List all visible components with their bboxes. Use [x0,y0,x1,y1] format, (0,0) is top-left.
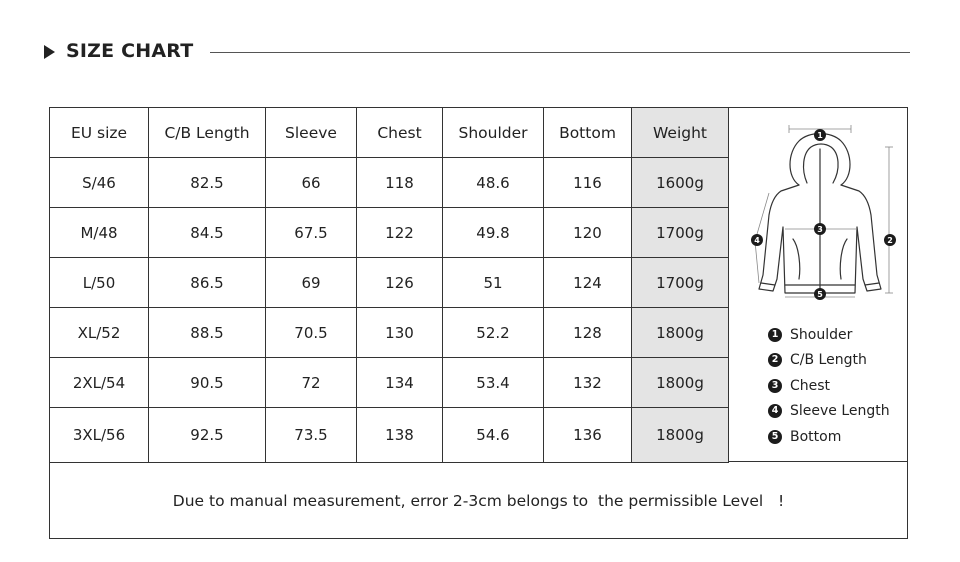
column-header: Chest [357,108,443,158]
triangle-bullet-icon [44,45,55,59]
section-header [44,38,910,66]
marker-label: 4 [754,236,760,245]
table-cell: 136 [544,408,632,463]
legend-item [768,322,890,348]
number-badge-icon: 4 [768,404,782,418]
table-row [50,308,729,358]
table-cell: 52.2 [443,308,544,358]
table-cell: 54.6 [443,408,544,463]
hoodie-sketch-icon [729,107,908,307]
table-cell-weight: 1700g [632,208,729,258]
marker-label: 5 [817,290,823,299]
table-cell: 134 [357,358,443,408]
number-badge-icon: 5 [768,430,782,444]
table-cell: 73.5 [266,408,357,463]
number-badge-icon: 1 [768,328,782,342]
legend-item [768,373,890,399]
column-header: Bottom [544,108,632,158]
page-title: SIZE CHART [66,40,194,62]
table-row [50,158,729,208]
legend-label: C/B Length [790,352,867,369]
legend-label: Sleeve Length [790,403,890,420]
measurement-legend [768,322,890,450]
table-cell-weight: 1700g [632,258,729,308]
table-cell-weight: 1800g [632,308,729,358]
table-header-row [50,108,729,158]
table-cell-weight: 1600g [632,158,729,208]
table-cell: L/50 [50,258,149,308]
legend-item [768,399,890,425]
table-cell: 128 [544,308,632,358]
table-cell: 92.5 [149,408,266,463]
table-cell-weight: 1800g [632,358,729,408]
column-header-weight: Weight [632,108,729,158]
table-cell: 86.5 [149,258,266,308]
table-cell: 51 [443,258,544,308]
table-cell: M/48 [50,208,149,258]
table-cell-weight: 1800g [632,408,729,463]
table-cell: 138 [357,408,443,463]
table-cell: 130 [357,308,443,358]
table-cell: 124 [544,258,632,308]
table-cell: 118 [357,158,443,208]
table-cell: 132 [544,358,632,408]
column-header: Sleeve [266,108,357,158]
table-row [50,208,729,258]
table-cell: 48.6 [443,158,544,208]
table-row [50,358,729,408]
measurement-note [49,462,908,539]
table-cell: 2XL/54 [50,358,149,408]
table-row [50,408,729,463]
table-cell: 53.4 [443,358,544,408]
legend-item [768,348,890,374]
table-cell: 3XL/56 [50,408,149,463]
legend-label: Chest [790,377,831,394]
table-cell: 116 [544,158,632,208]
column-header: Shoulder [443,108,544,158]
table-cell: 72 [266,358,357,408]
column-header: C/B Length [149,108,266,158]
table-cell: S/46 [50,158,149,208]
number-badge-icon: 3 [768,379,782,393]
table-cell: 120 [544,208,632,258]
marker-label: 1 [817,131,823,140]
table-cell: 49.8 [443,208,544,258]
table-cell: 69 [266,258,357,308]
marker-label: 2 [887,236,893,245]
legend-label: Shoulder [790,326,853,343]
table-cell: 126 [357,258,443,308]
size-table [49,107,729,463]
note-text: Due to manual measurement, error 2-3cm belongs to the permissible Level ! [172,491,785,510]
column-header: EU size [50,108,149,158]
table-cell: 84.5 [149,208,266,258]
table-cell: 82.5 [149,158,266,208]
number-badge-icon: 2 [768,353,782,367]
table-row [50,258,729,308]
table-cell: 90.5 [149,358,266,408]
legend-label: Bottom [790,428,842,445]
table-cell: XL/52 [50,308,149,358]
table-cell: 122 [357,208,443,258]
header-divider [210,52,910,53]
legend-item [768,424,890,450]
table-cell: 70.5 [266,308,357,358]
marker-label: 3 [817,225,823,234]
table-cell: 67.5 [266,208,357,258]
table-cell: 88.5 [149,308,266,358]
table-cell: 66 [266,158,357,208]
